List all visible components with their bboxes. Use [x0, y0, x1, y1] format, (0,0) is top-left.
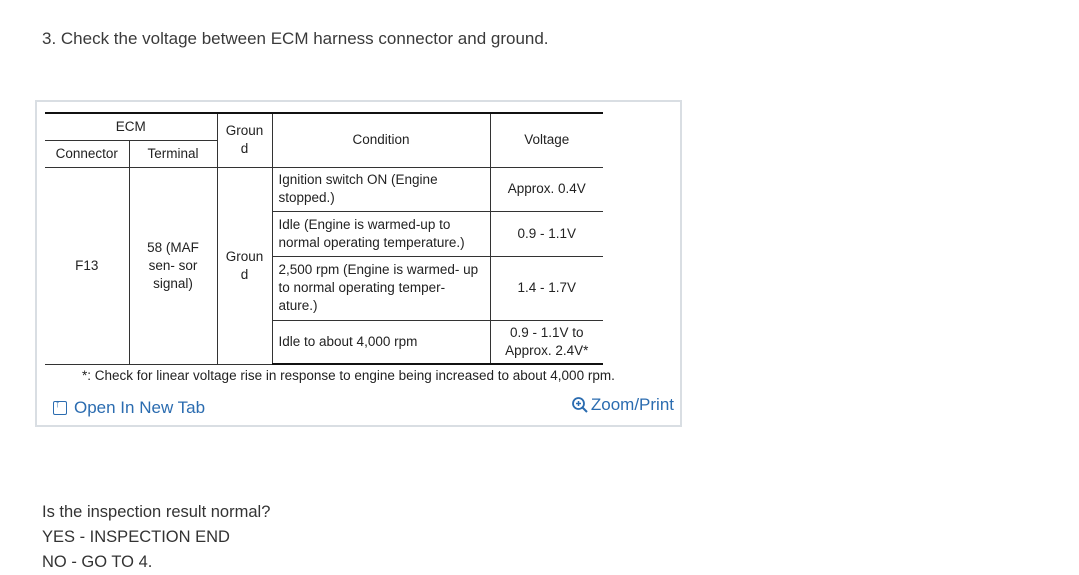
ground-cell: Groun d [217, 167, 272, 364]
header-voltage: Voltage [490, 113, 603, 167]
condition-cell: Idle (Engine is warmed-up to normal operating temperature.) [272, 211, 490, 256]
header-condition: Condition [272, 113, 490, 167]
connector-cell: F13 [45, 167, 129, 364]
figure-box [35, 100, 682, 427]
inspection-question-block [42, 500, 270, 575]
no-answer: NO - GO TO 4. [42, 553, 153, 571]
open-new-tab-icon [53, 401, 67, 415]
table-footnote: *: Check for linear voltage rise in response to engine being increased to about 4,000 rpm. [82, 368, 615, 383]
terminal-cell: 58 (MAF sen- sor signal) [129, 167, 217, 364]
header-connector: Connector [45, 140, 129, 167]
step-title: 3. Check the voltage between ECM harness connector and ground. [42, 29, 549, 48]
header-ecm: ECM [45, 113, 217, 140]
voltage-cell: 1.4 - 1.7V [490, 256, 603, 320]
header-ground: Groun d [217, 113, 272, 167]
open-in-new-tab-link[interactable] [53, 398, 205, 418]
zoom-print-label: Zoom/Print [590, 395, 674, 414]
question-text: Is the inspection result normal? [42, 503, 271, 521]
zoom-in-icon [571, 396, 589, 414]
condition-cell: Idle to about 4,000 rpm [272, 320, 490, 364]
yes-answer: YES - INSPECTION END [42, 528, 230, 546]
voltage-spec-table [45, 112, 603, 365]
voltage-cell: Approx. 0.4V [490, 167, 603, 211]
condition-cell: 2,500 rpm (Engine is warmed- up to normal operating temper- ature.) [272, 256, 490, 320]
condition-cell: Ignition switch ON (Engine stopped.) [272, 167, 490, 211]
zoom-print-link[interactable] [571, 395, 674, 415]
voltage-cell: 0.9 - 1.1V to Approx. 2.4V* [490, 320, 603, 364]
header-terminal: Terminal [129, 140, 217, 167]
voltage-cell: 0.9 - 1.1V [490, 211, 603, 256]
open-in-new-tab-label: Open In New Tab [74, 398, 206, 417]
